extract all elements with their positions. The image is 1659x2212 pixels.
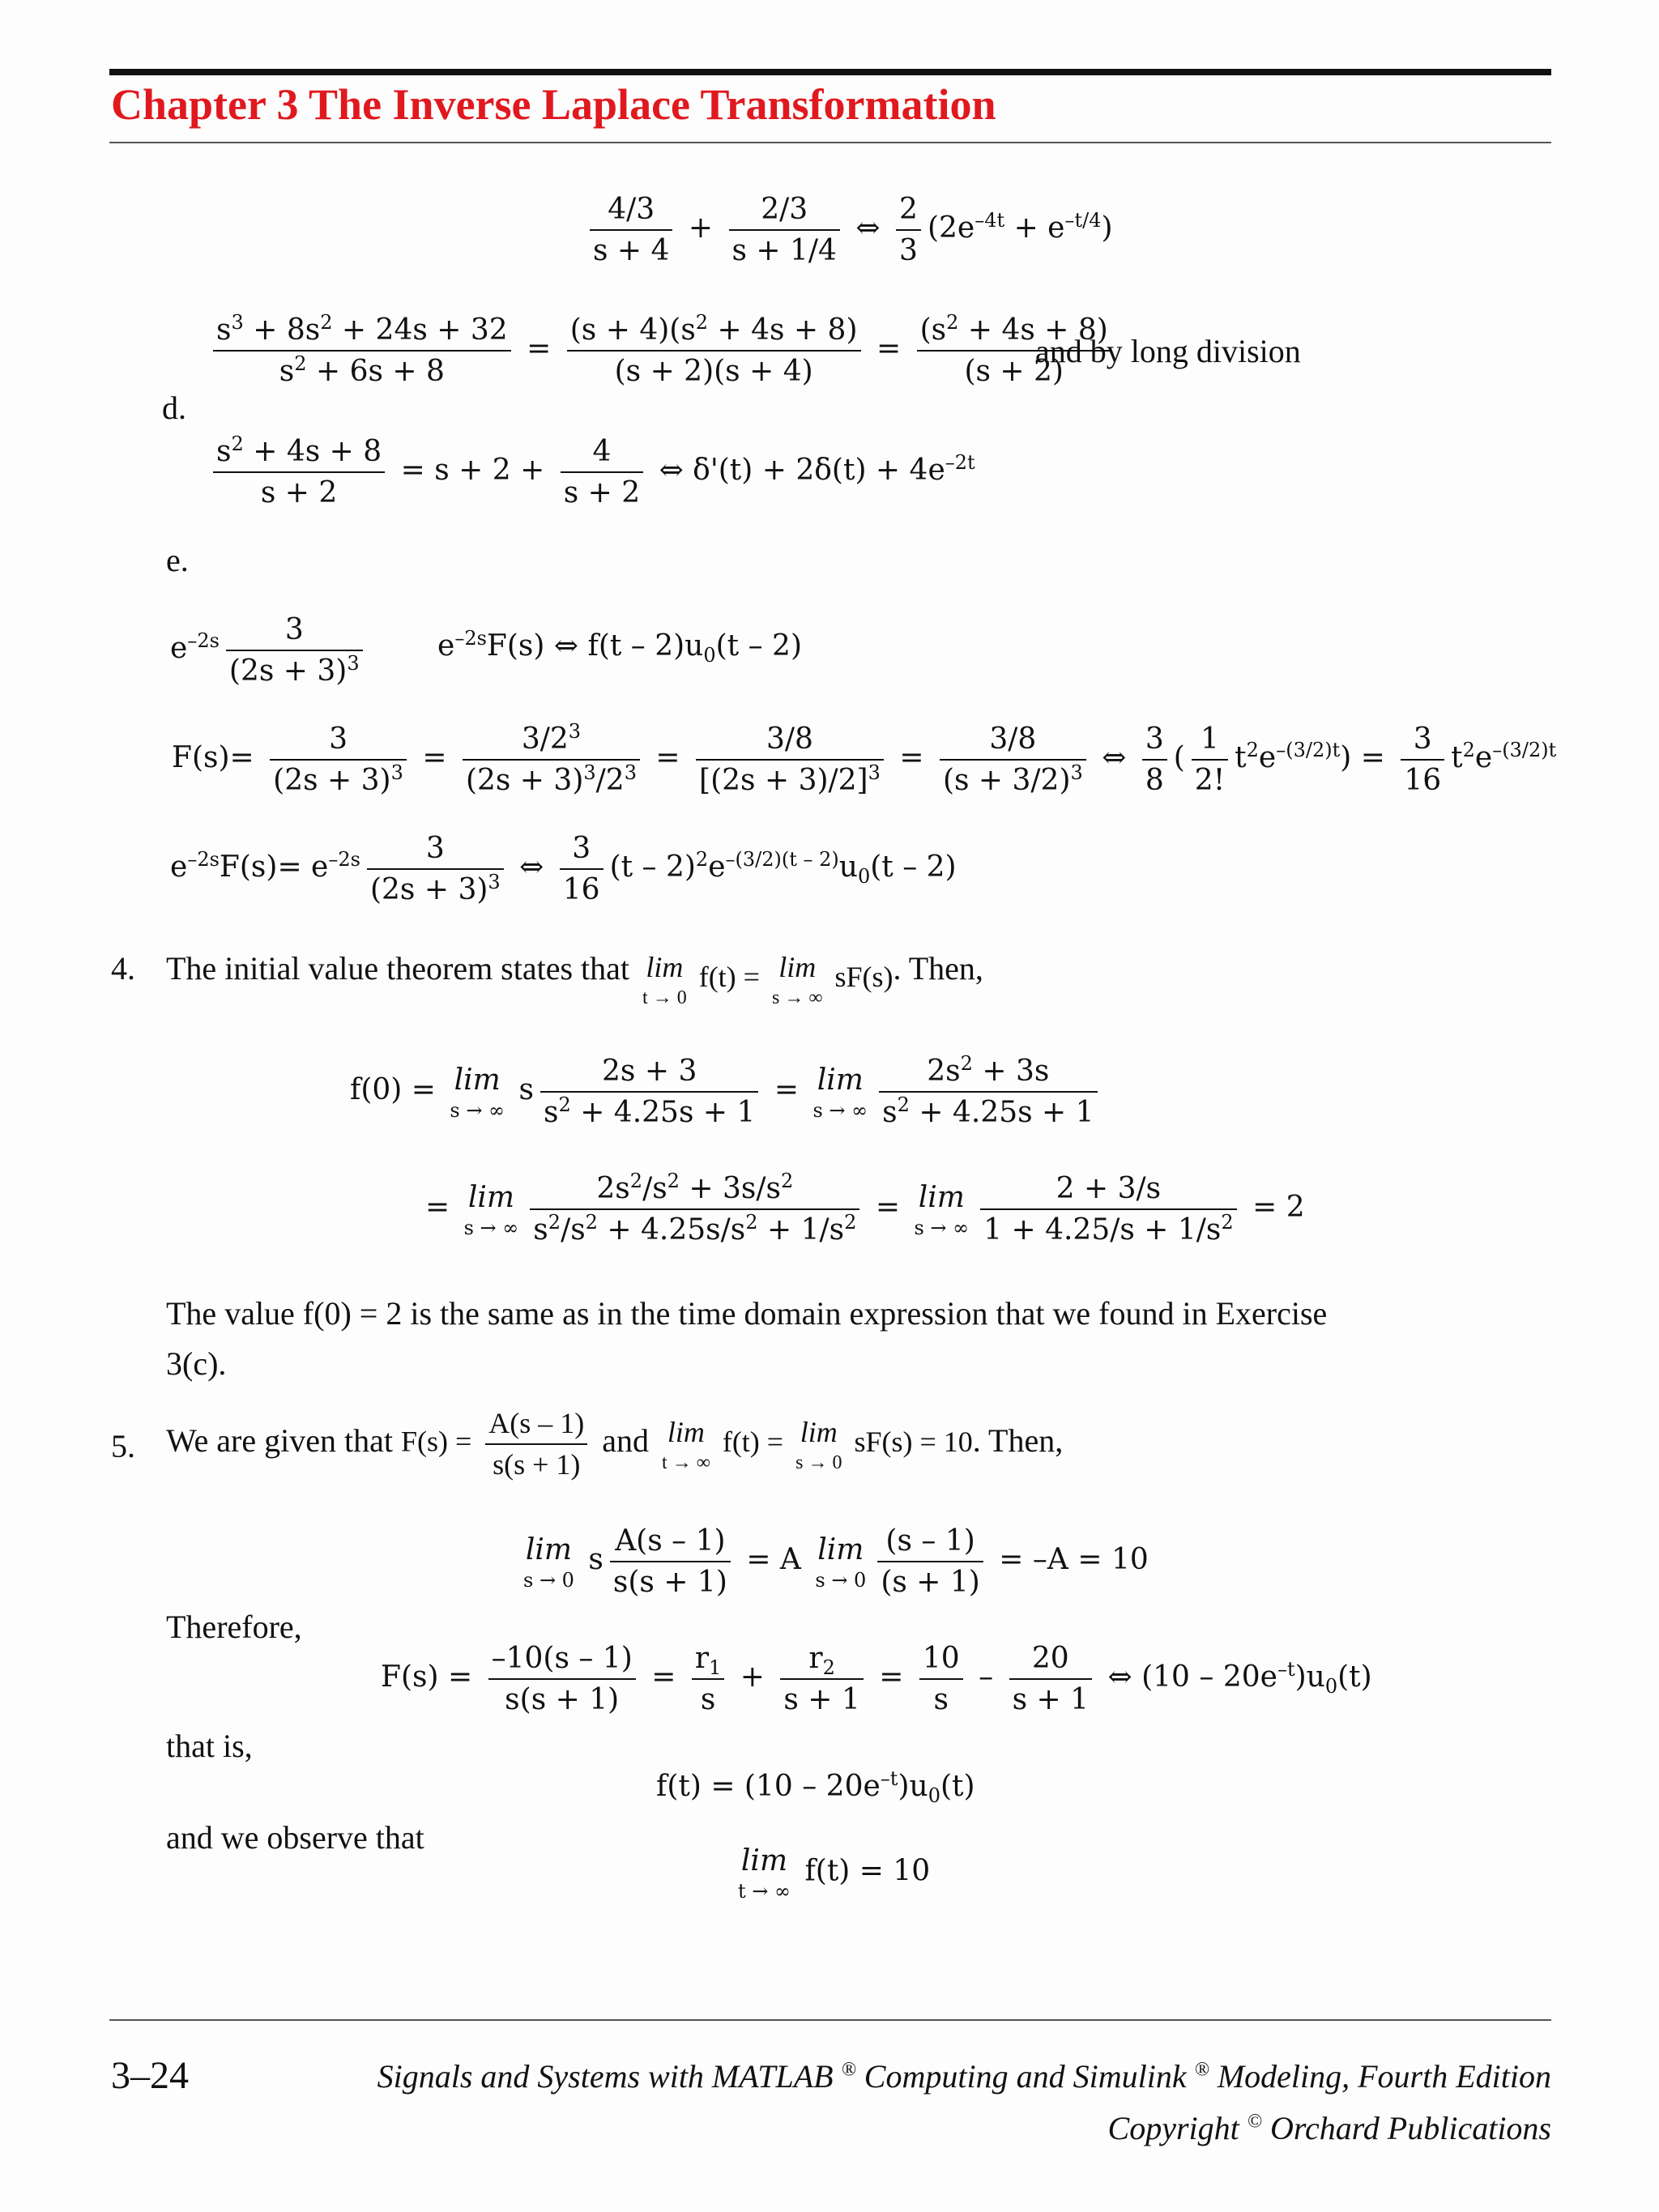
ivt-intro: The initial value theorem states that bbox=[166, 950, 630, 987]
header-rule bbox=[109, 142, 1551, 143]
label-item-4: 4. bbox=[111, 950, 135, 987]
given-intro: We are given that bbox=[166, 1422, 393, 1460]
given-statement: We are given that F(s) = $\frac{A(s - 1)}{s(s + 1)}$ and lim t → ∞ f(t) = lim s → 0 sF(s) = 10. Then, bbox=[166, 1407, 1064, 1481]
long-division-note: and by long division bbox=[1035, 333, 1301, 369]
equation-e-2: F(s)= $\frac{3}{(2s + 3)^3}$ = $\frac{3/2^3}{(2s + 3)^3/2^3}$ = $\frac{3/8}{[(2s + 3)/2]^3}$ = $\frac{3/8}{(s + 3/2)^3}$ ⇔ $\frac{3}{8}$ ( $\frac{1}{2!}$ $t^2e^{-(3/2)t}$) = $\frac{3}{16}$ $t^2e^{-(3/2)t}$ bbox=[172, 720, 1557, 797]
equation-lim-A: lim s → 0 s $\frac{A(s - 1)}{s(s + 1)}$ = A lim s → 0 $\frac{(s - 1)}{(s + 1)}$ = –A = 10 bbox=[523, 1524, 1149, 1599]
label-item-5: 5. bbox=[111, 1428, 135, 1464]
given-then: . Then, bbox=[972, 1422, 1064, 1460]
equation-F-of-s: F(s) = $\frac{-10(s - 1)}{s(s + 1)}$ = $\frac{r_1}{s}$ + $\frac{r_2}{s + 1}$ = $\frac{10}{s}$ – $\frac{20}{s + 1}$ ⇔ $(10 - 20e^{-t})u_0(t)$ bbox=[381, 1642, 1372, 1716]
equation-f-of-t: $f(t) = (10 - 20e^{-t})u_0(t)$ bbox=[656, 1767, 975, 1808]
equation-final-limit: lim t → ∞ f(t) = 10 bbox=[738, 1844, 931, 1903]
f0-note-line-2: 3(c). bbox=[166, 1345, 227, 1382]
f0-note-line-1: The value f(0) = 2 is the same as in the time domain expression that we found in Exercise bbox=[166, 1295, 1328, 1332]
that-is-label: that is, bbox=[166, 1728, 253, 1764]
and-word: and bbox=[602, 1422, 650, 1460]
therefore-label: Therefore, bbox=[166, 1609, 302, 1645]
observe-label: and we observe that bbox=[166, 1819, 424, 1856]
chapter-title: Chapter 3 The Inverse Laplace Transformation bbox=[111, 80, 996, 129]
label-d: d. bbox=[162, 390, 186, 426]
equation-e-3: $e^{-2s}F(s)= e^{-2s}$ $\frac{3}{(2s + 3)^3}$ ⇔ $\frac{3}{16}$ $(t - 2)^2e^{-(3/2)(t - 2)}u_0(t - 2)$ bbox=[170, 832, 957, 906]
equation-ivt-1: f(0) = lim s → ∞ s $\frac{2s + 3}{s^2 + 4.25s + 1}$ = lim s → ∞ $\frac{2s^2 + 3s}{s^2 + 4.25s + 1}$ bbox=[350, 1053, 1104, 1131]
equation-ivt-2: = lim s → ∞ $\frac{2s^2/s^2 + 3s/s^2}{s^2/s^2 + 4.25s/s^2 + 1/s^2}$ = lim s → ∞ $\frac{2 + 3/s}{1 + 4.25/s + 1/s^2}$ = 2 bbox=[425, 1170, 1305, 1247]
top-rule bbox=[109, 69, 1551, 75]
equation-e-1: $e^{-2s}$ $\frac{3}{(2s + 3)^3}$ bbox=[170, 612, 369, 689]
equation-d-2: $\frac{s^2 + 4s + 8}{s + 2}$ = s + 2 + $\frac{4}{s + 2}$ ⇔ $\delta'(t) + 2\delta(t) + 4e^{-2t}$ bbox=[207, 433, 975, 511]
footer-copyright: Copyright © Orchard Publications bbox=[1107, 2110, 1551, 2146]
equation-partial-fractions: $\frac{4/3}{s + 4}$ + $\frac{2/3}{s + 1/4}$ ⇔ $\frac{2}{3}$ $(2e^{-4t} + e^{-t/4})$ bbox=[583, 191, 1113, 269]
page-number: 3–24 bbox=[111, 2054, 189, 2097]
footer-book-title: Signals and Systems with MATLAB ® Computing and Simulink ® Modeling, Fourth Edition bbox=[377, 2058, 1551, 2095]
ivt-then: . Then, bbox=[893, 950, 983, 987]
equation-d-1: $\frac{s^3 + 8s^2 + 24s + 32}{s^2 + 6s + 8}$ = $\frac{(s + 4)(s^2 + 4s + 8)}{(s + 2)(s + 4)}$ = $\frac{(s^2 + 4s + 8)}{(s + 2)}$ bbox=[207, 312, 1118, 390]
equation-e-shift: $e^{-2s}F(s)$ ⇔ $f(t - 2)u_0(t - 2)$ bbox=[437, 627, 802, 667]
footer-rule bbox=[109, 2019, 1551, 2021]
ivt-statement: The initial value theorem states that lim t → 0 f(t) = lim s → ∞ sF(s). Then, bbox=[166, 950, 983, 1008]
label-e: e. bbox=[166, 542, 189, 578]
